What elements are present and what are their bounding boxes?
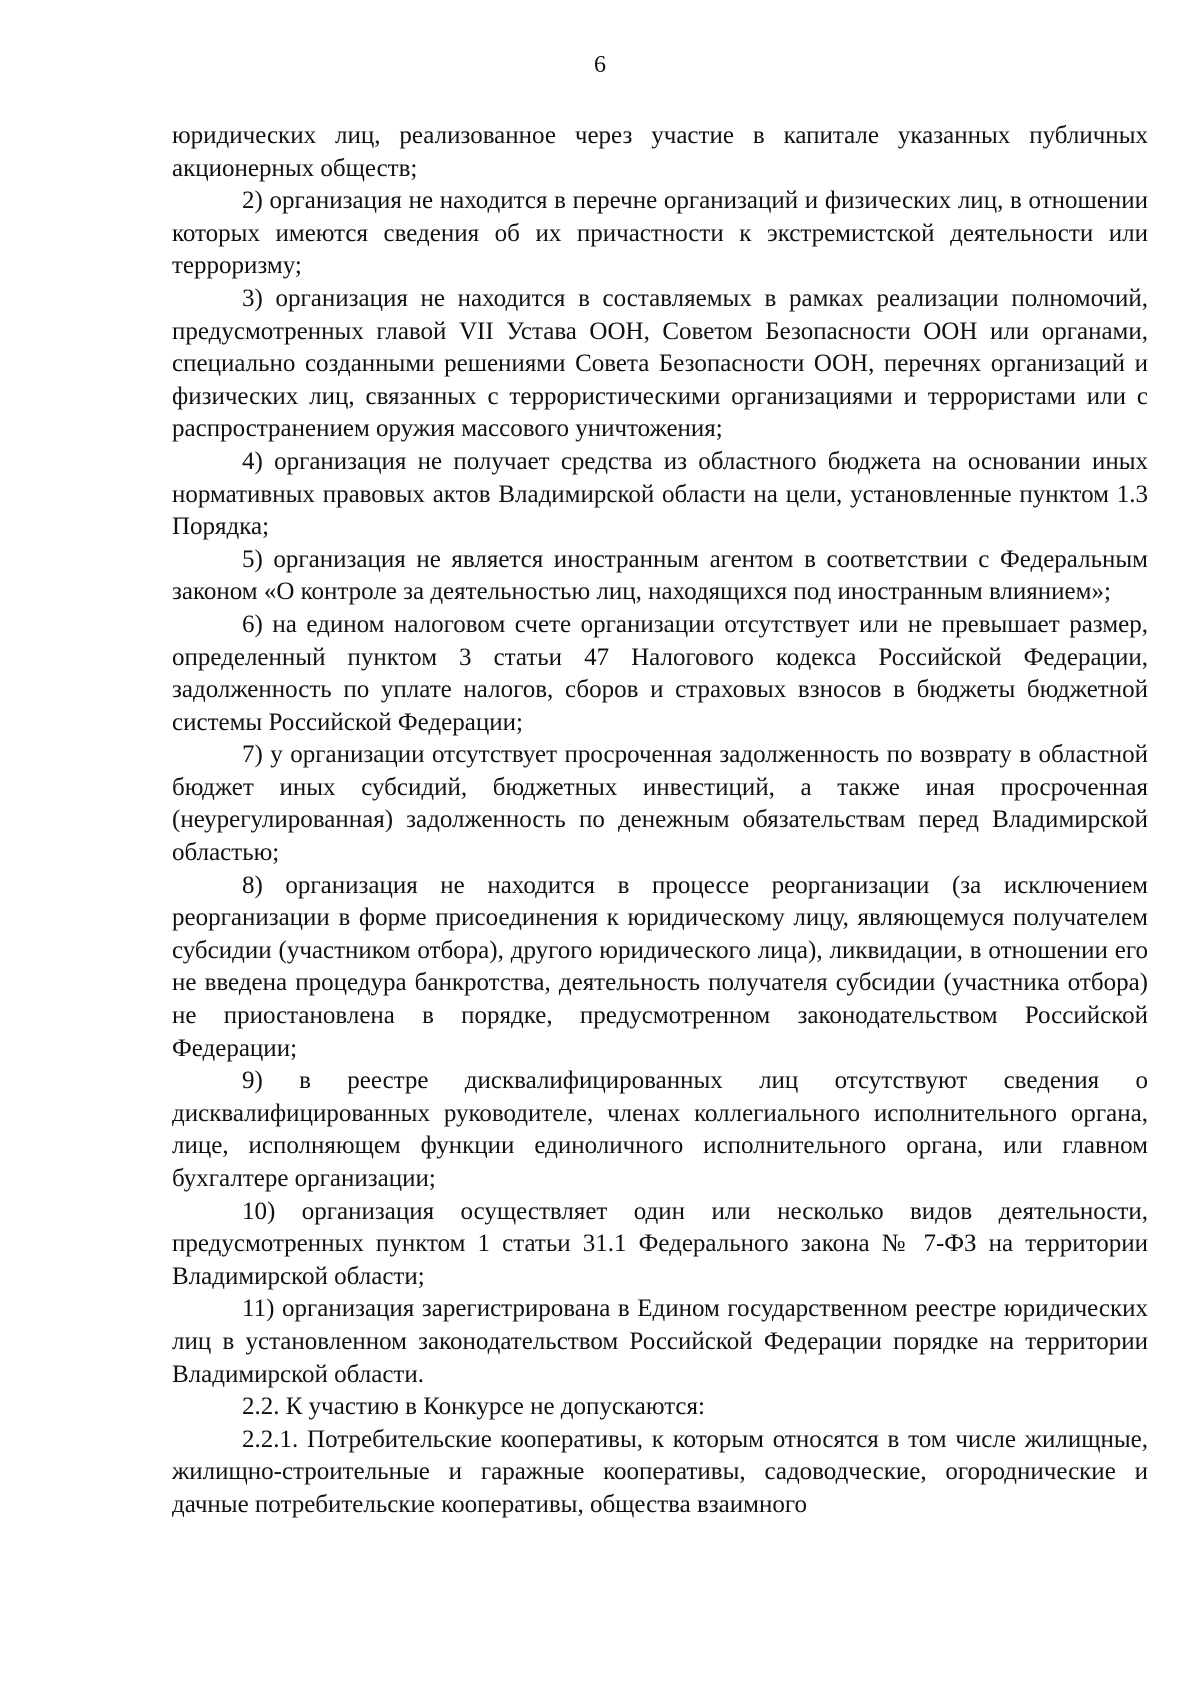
paragraph-item-2: 2) организация не находится в перечне организаций и физических лиц, в отношении которых имеются сведения об их причастности к экстремистской деятельности или терроризму; [172,187,1148,280]
paragraph-item-11: 11) организация зарегистрирована в Едином государственном реестре юридических лиц в установленном законодательством Российской Федерации порядке на территории Владимирской области. [172,1295,1148,1388]
paragraph-item-6: 6) на едином налоговом счете организации отсутствует или не превышает размер, определенный пунктом 3 статьи 47 Налогового кодекса Российской Федерации, задолженность по уплате налогов, сборов и страховых взносов в бюджеты бюджетной системы Российской Федерации; [172,610,1148,736]
paragraph-item-3: 3) организация не находится в составляемых в рамках реализации полномочий, предусмотренных главой VII Устава ООН, Советом Безопасности ООН или органами, специально созданными решениями Совета Безопасности ООН, перечнях организаций и физических лиц, связанных с террористическими организациями и террористами или с распространением оружия массового уничтожения; [172,284,1148,443]
paragraph-section-2-2-1: 2.2.1. Потребительские кооперативы, к которым относятся в том числе жилищные, жилищно-строительные и гаражные кооперативы, садоводческие, огороднические и дачные потребительские кооперативы, общества взаимного [172,1425,1148,1518]
document-body [172,120,1148,1522]
paragraph-section-2-2: 2.2. К участию в Конкурсе не допускаются: [242,1393,705,1421]
paragraph-item-5: 5) организация не является иностранным агентом в соответствии с Федеральным законом «О контроле за деятельностью лиц, находящихся под иностранным влиянием»; [172,545,1148,606]
paragraph-item-9: 9) в реестре дисквалифицированных лиц отсутствуют сведения о дисквалифицированных руководителе, членах коллегиального исполнительного органа, лице, исполняющем функции единоличного исполнительного органа, или главном бухгалтере организации; [172,1067,1148,1192]
paragraph-item-8: 8) организация не находится в процессе реорганизации (за исключением реорганизации в форме присоединения к юридическому лицу, являющемуся получателем субсидии (участником отбора), другого юридического лица), ликвидации, в отношении его не введена процедура банкротства, деятельность получателя субсидии (участника отбора) не приостановлена в порядке, предусмотренном законодательством Российской Федерации; [172,871,1148,1062]
paragraph-item-10: 10) организация осуществляет один или несколько видов деятельности, предусмотренных пунктом 1 статьи 31.1 Федерального закона № 7-ФЗ на территории Владимирской области; [172,1197,1148,1290]
page-number: 6 [594,52,606,78]
paragraph-item-7: 7) у организации отсутствует просроченная задолженность по возврату в областной бюджет иных субсидий, бюджетных инвестиций, а также иная просроченная (неурегулированная) задолженность по денежным обязательствам перед Владимирской областью; [172,741,1148,867]
paragraph-item-4: 4) организация не получает средства из областного бюджета на основании иных нормативных правовых актов Владимирской области на цели, установленные пунктом 1.3 Порядка; [172,447,1148,541]
paragraph-continuation: юридических лиц, реализованное через участие в капитале указанных публичных акционерных обществ; [172,122,1148,182]
